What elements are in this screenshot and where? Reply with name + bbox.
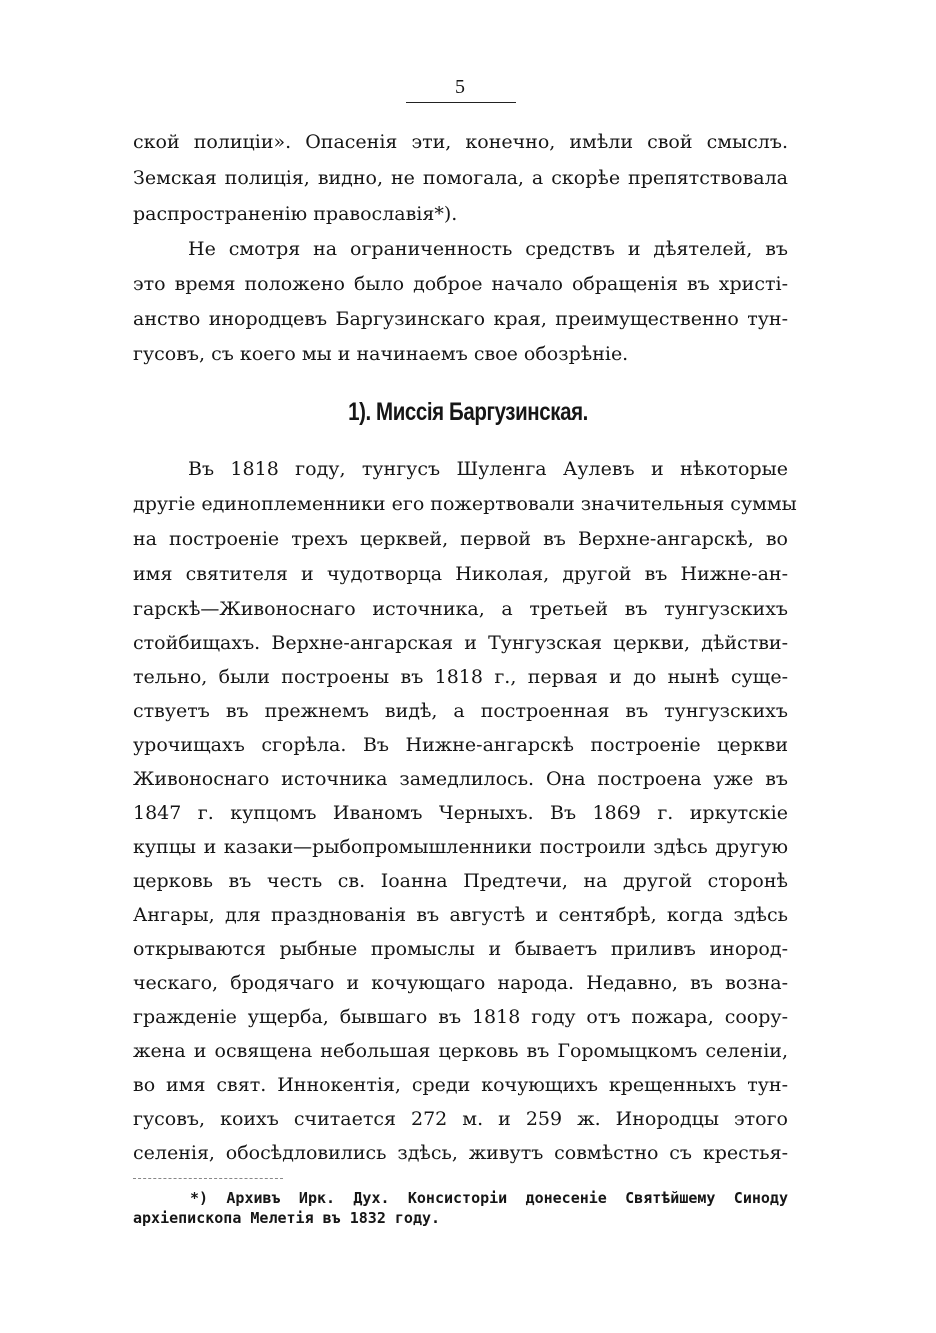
- text-line: другіе единоплеменники его пожертвовали значительныя суммы: [133, 493, 797, 515]
- text-line: во имя свят. Иннокентія, среди кочующихъ крещенныхъ тун-: [133, 1074, 788, 1096]
- section-heading: 1). Миссія Баргузинская.: [348, 398, 588, 426]
- text-line: гражденіе ущерба, бывшаго въ 1818 году отъ пожара, соору-: [133, 1006, 788, 1028]
- text-line: ской полиціи». Опасенія эти, конечно, имѣли свой смыслъ.: [133, 131, 788, 153]
- text-line: Живоноснаго источника замедлилось. Она построена уже въ: [133, 768, 788, 790]
- text-line: гусовъ, съ коего мы и начинаемъ свое обозрѣніе.: [133, 343, 629, 365]
- text-line: Въ 1818 году, тунгусъ Шуленга Аулевъ и нѣкоторые: [188, 458, 788, 480]
- text-line: Не смотря на ограниченность средствъ и дѣятелей, въ: [188, 238, 788, 260]
- text-line: распространенію православія*).: [133, 203, 458, 225]
- text-line: купцы и казаки—рыбопромышленники построили здѣсь другую: [133, 836, 788, 858]
- text-line: на построеніе трехъ церквей, первой въ Верхне-ангарскѣ, во: [133, 528, 788, 550]
- page-number: 5: [455, 76, 465, 98]
- text-line: тельно, были построены въ 1818 г., первая и до нынѣ суще-: [133, 666, 788, 688]
- text-line: гарскѣ—Живоноснаго источника, а третьей въ тунгузскихъ: [133, 598, 788, 620]
- text-line: имя святителя и чудотворца Николая, другой въ Нижне-ан-: [133, 563, 788, 585]
- footnote-line: архіепископа Мелетія въ 1832 году.: [133, 1209, 441, 1227]
- text-line: жена и освящена небольшая церковь въ Горомыцкомъ селеніи,: [133, 1040, 788, 1062]
- text-line: ствуетъ въ прежнемъ видѣ, а построенная въ тунгузскихъ: [133, 700, 788, 722]
- text-line: церковь въ честь св. Іоанна Предтечи, на другой сторонѣ: [133, 870, 788, 892]
- text-line: анство инородцевъ Баргузинскаго края, преимущественно тун-: [133, 308, 788, 330]
- text-line: гусовъ, коихъ считается 272 м. и 259 ж. Инородцы этого: [133, 1108, 788, 1130]
- text-line: стойбищахъ. Верхне-ангарская и Тунгузская церкви, дѣйстви-: [133, 632, 788, 654]
- text-line: Земская полиція, видно, не помогала, а скорѣе препятствовала: [133, 167, 788, 189]
- text-line: 1847 г. купцомъ Иваномъ Черныхъ. Въ 1869 г. иркутскіе: [133, 802, 788, 824]
- text-line: это время положено было доброе начало обращенія въ христі-: [133, 273, 788, 295]
- text-line: ческаго, бродячаго и кочующаго народа. Недавно, въ возна-: [133, 972, 788, 994]
- text-line: Ангары, для празднованія въ августѣ и сентябрѣ, когда здѣсь: [133, 904, 788, 926]
- footnote-line: *) Архивъ Ирк. Дух. Консисторіи донесеніе Святѣйшему Синоду: [190, 1189, 788, 1207]
- footnote-rule: [133, 1178, 283, 1179]
- page-number-rule: [406, 102, 516, 103]
- text-line: открываются рыбные промыслы и бываетъ приливъ инород-: [133, 938, 788, 960]
- text-line: урочищахъ сгорѣла. Въ Нижне-ангарскѣ построеніе церкви: [133, 734, 788, 756]
- text-line: селенія, обосѣдловились здѣсь, живутъ совмѣстно съ крестья-: [133, 1142, 788, 1164]
